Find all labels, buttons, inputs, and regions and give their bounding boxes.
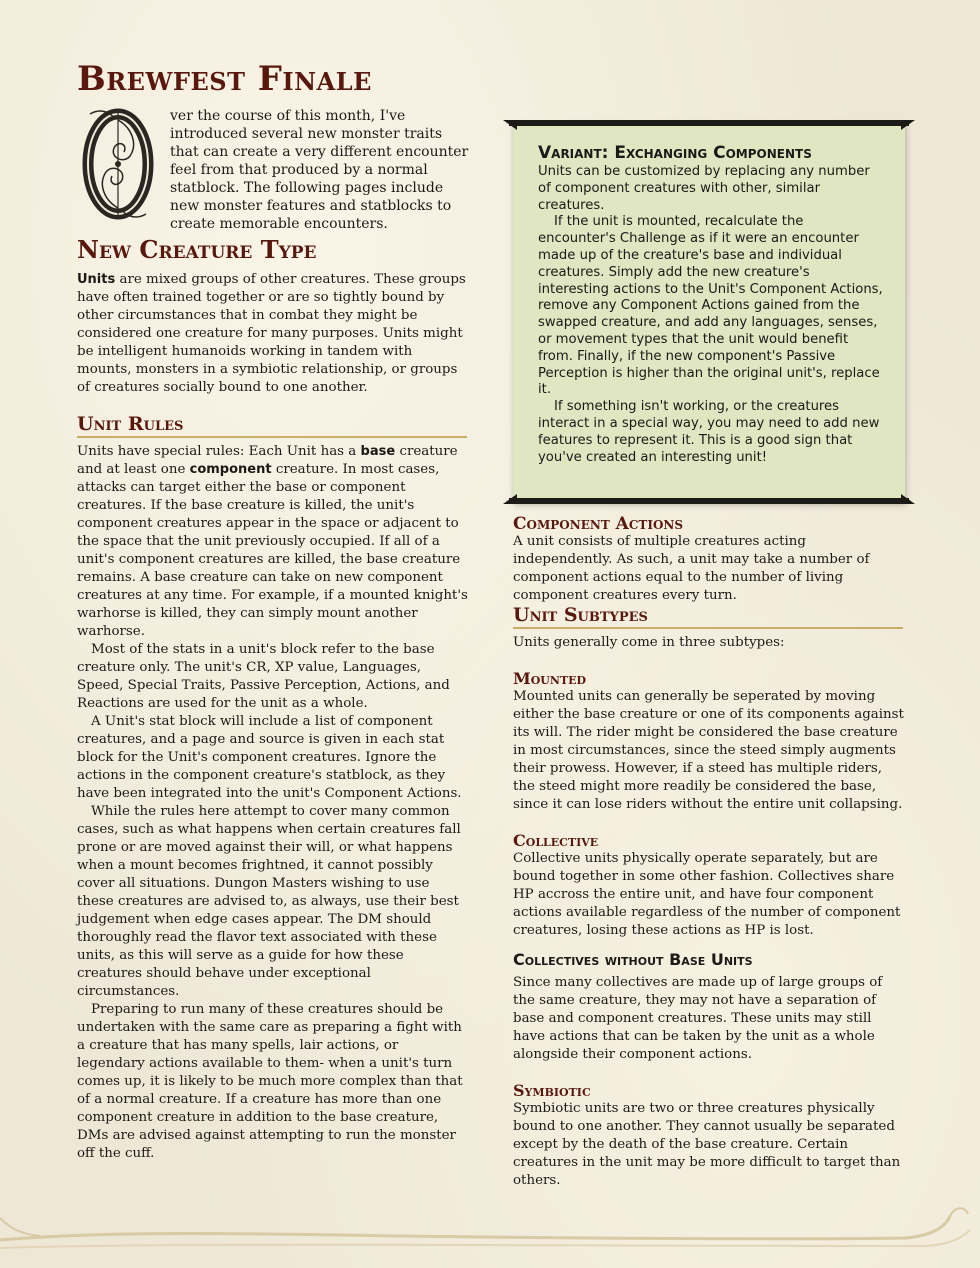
unit-rules-paragraph-4: While the rules here attempt to cover many common cases, such as what happens when certain creatures fall prone or are moved against their will, or what happens when a mount becomes frightned, it cannot possibly cover all situations. Dungon Masters wishing to use these creatures are advised to, as always, use their best judgement when edge cases appear. The DM should thoroughly read the flavor text associated with these units, as this will serve as a guide for how these creatures should behave under exceptional circumstances. — [77, 804, 461, 999]
note-corner-bottom-right-icon — [901, 494, 915, 508]
note-bottom-border — [509, 498, 909, 504]
unit-rules-paragraph-2: Most of the stats in a unit's block refer to the base creature only. The unit's CR, XP value, Languages, Speed, Special Traits, Passive Perception, Actions, and Reactions are used for the unit as a whole. — [77, 642, 450, 711]
unit-rules-paragraph-1: Units have special rules: Each Unit has a base creature and at least one component creature. In most cases, attacks can target either the base or component creatures. If the base creature is killed, the unit's component creatures appear in the space or adjacent to the space that the unit previously occupied. If all of a unit's component creatures are killed, the base creature remains. A base creature can take on new component creatures at any time. For example, if a mounted knight's warhorse is killed, they can simply mount another warhorse. — [77, 444, 468, 639]
units-term: Units — [77, 272, 116, 287]
unit-rules-divider — [77, 436, 467, 438]
unit-rules-body — [77, 443, 469, 1163]
unit-subtypes-body: Units generally come in three subtypes: — [513, 635, 785, 650]
new-creature-type-text: are mixed groups of other creatures. These groups have often trained together or are so tightly bound by other circumstances that in combat they might be considered one creature for many purposes. Units might be intelligent humanoids working in tandem with mounts, monsters in a symbiotic relationship, or groups of creatures socially bound to one another. — [77, 272, 466, 395]
variant-note-box — [513, 122, 905, 502]
note-corner-bottom-left-icon — [503, 494, 517, 508]
variant-paragraph-1: Units can be customized by replacing any number of component creatures with other, similar creatures. — [538, 164, 870, 213]
collectives-without-base-body: Since many collectives are made up of large groups of the same creature, they may not have a separation of base and component creatures. These units may still have actions that can be taken by the unit as a whole alongside their component actions. — [513, 975, 883, 1062]
note-corner-top-right-icon — [901, 116, 915, 130]
variant-paragraph-2: If the unit is mounted, recalculate the encounter's Challenge as if it were an encounter made up of the creature's base and individual creatures. Simply add the new creature's interesting actions to the Unit's Component Actions, remove any Component Actions gained from the swapped creature, and add any languages, senses, or movement types that the unit would benefit from. Finally, if the new component's Passive Perception is higher than the original unit's, replace it. — [538, 214, 883, 398]
unit-subtypes-divider — [513, 627, 903, 629]
note-top-border — [509, 120, 909, 126]
note-corner-top-left-icon — [503, 116, 517, 130]
mounted-body: Mounted units can generally be seperated by moving either the base creature or one of its components against its will. The rider might be considered the base creature in most circumstances, since the steed simply augments their prowess. However, if a steed has multiple riders, the steed might more readily be considered the base, since it can lose riders without the entire unit collapsing. — [513, 689, 904, 812]
page-title: Brewfest Finale — [77, 59, 372, 99]
new-creature-type-heading: New Creature Type — [77, 235, 317, 264]
drop-cap-ornament-icon — [80, 108, 164, 220]
symbiotic-heading: Symbiotic — [513, 1081, 591, 1100]
intro-paragraph: ver the course of this month, I've introduced several new monster traits that can create a very different encounter feel from that produced by a normal statblock. The following pages include new monster features and statblocks to create memorable encounters. — [170, 108, 469, 232]
unit-subtypes-heading: Unit Subtypes — [513, 604, 648, 626]
variant-title: Variant: Exchanging Components — [538, 143, 812, 163]
drop-cap — [80, 108, 164, 220]
collective-body: Collective units physically operate separately, but are bound together in some other fashion. Collectives share HP accross the entire unit, and have four component actions available regardless of the number of component creatures, losing these actions as HP is lost. — [513, 851, 901, 938]
mounted-heading: Mounted — [513, 669, 587, 688]
unit-rules-heading: Unit Rules — [77, 413, 184, 435]
component-actions-heading: Component Actions — [513, 514, 684, 534]
footer-ornament-icon — [0, 1200, 980, 1268]
collectives-without-base-heading: Collectives without Base Units — [513, 950, 753, 969]
collective-heading: Collective — [513, 831, 599, 850]
variant-paragraph-3: If something isn't working, or the creatures interact in a special way, you may need to add new features to represent it. This is a good sign that you've created an interesting unit! — [538, 399, 880, 465]
unit-rules-paragraph-5: Preparing to run many of these creatures should be undertaken with the same care as preparing a fight with a creature that has many spells, lair actions, or legendary actions available to them- when a unit's turn comes up, it is likely to be much more complex than that of a normal creature. If a creature has more than one component creature in addition to the base creature, DMs are advised against attempting to run the monster off the cuff. — [77, 1002, 463, 1161]
base-term: base — [360, 444, 396, 459]
new-creature-type-body — [77, 271, 469, 397]
unit-rules-paragraph-3: A Unit's stat block will include a list of component creatures, and a page and source is given in each stat block for the Unit's component creatures. Ignore the actions in the component creature's statblock, as they have been integrated into the unit's Component Actions. — [77, 714, 462, 801]
component-actions-body: A unit consists of multiple creatures acting independently. As such, a unit may take a number of component actions equal to the number of living component creatures every turn. — [513, 534, 870, 603]
variant-body — [538, 164, 883, 466]
component-term: component — [189, 462, 272, 477]
symbiotic-body: Symbiotic units are two or three creatures physically bound to one another. They cannot usually be separated except by the death of the base creature. Certain creatures in the unit may be more difficult to target than others. — [513, 1101, 901, 1188]
